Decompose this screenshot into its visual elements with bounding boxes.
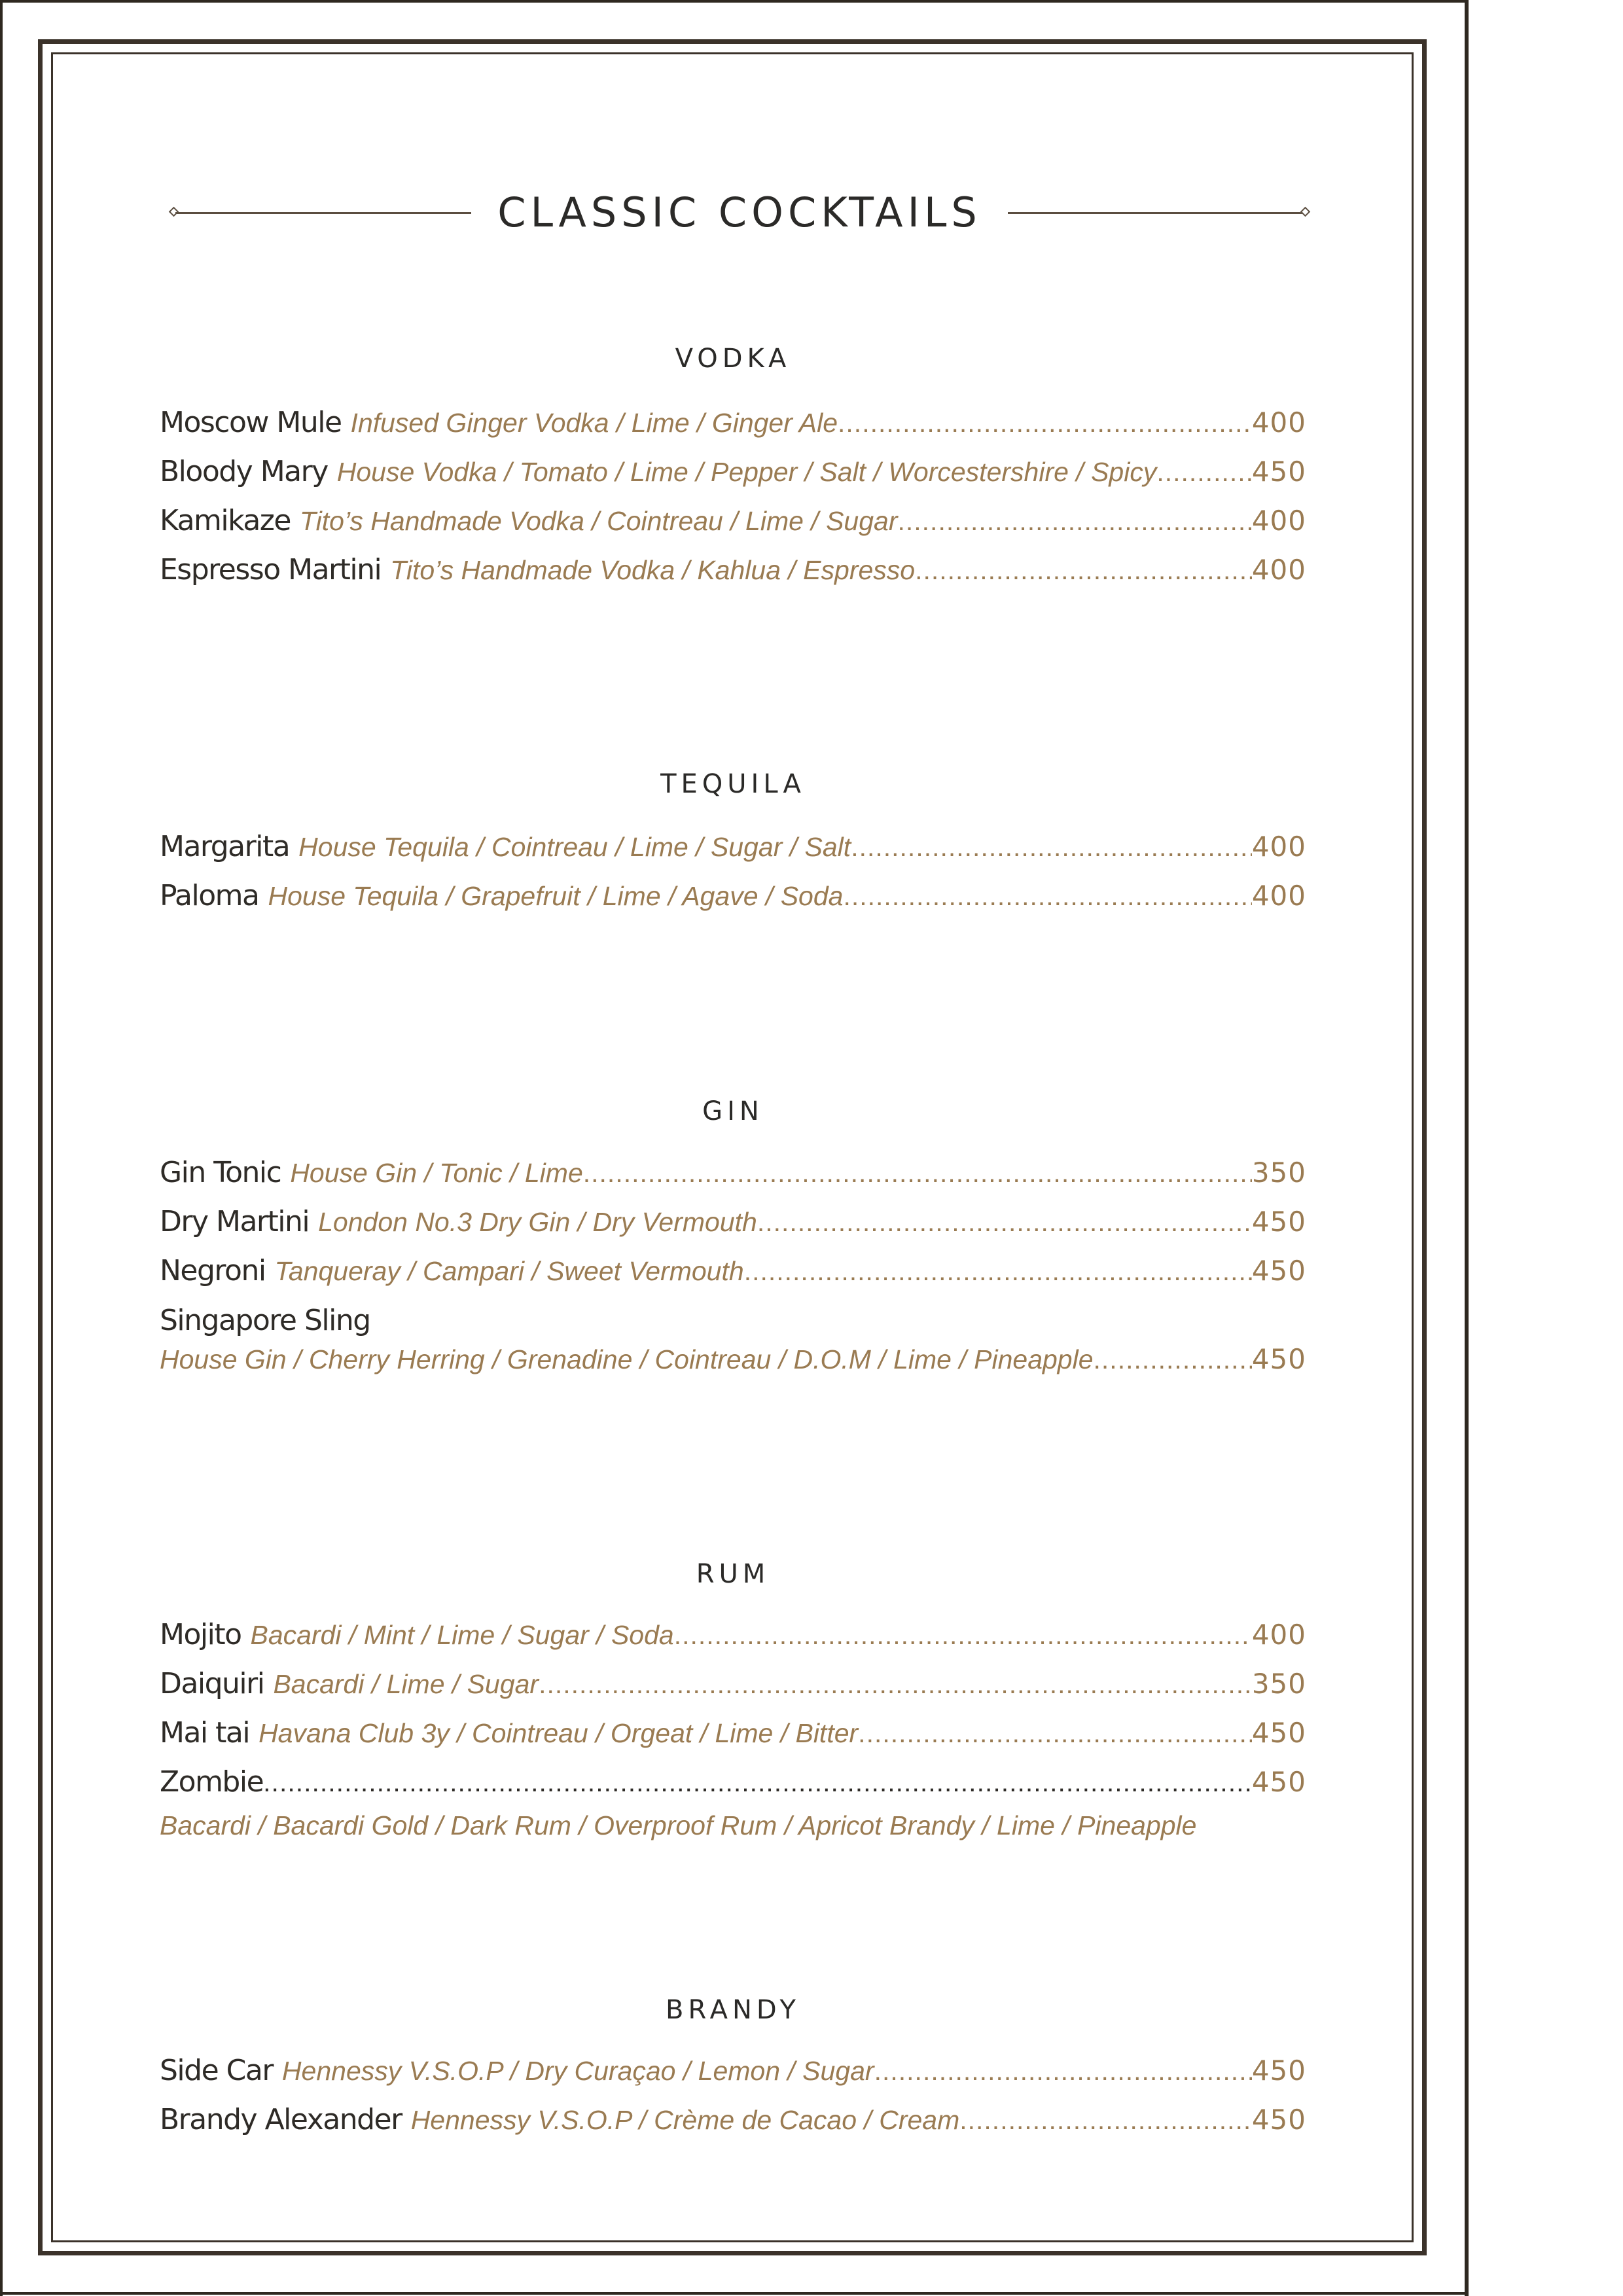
section-heading-vodka: VODKA (675, 344, 791, 374)
item-description: House Tequila / Cointreau / Lime / Sugar / Salt (298, 832, 851, 862)
item-name: Brandy Alexander (160, 2103, 402, 2136)
menu-item-mojito (160, 1618, 1306, 1666)
page-edge-left (0, 0, 3, 2296)
title-rule-left (175, 212, 471, 214)
dot-leader (263, 1767, 1252, 1798)
item-price: 400 (1251, 1619, 1306, 1651)
section-heading-tequila: TEQUILA (660, 769, 806, 799)
dot-leader (674, 1620, 1252, 1651)
item-description: House Gin / Cherry Herring / Grenadine / Cointreau / D.O.M / Lime / Pineapple (160, 1344, 1094, 1374)
menu-item-mai-tai (160, 1716, 1306, 1765)
item-name: Margarita (160, 830, 290, 863)
dot-leader (757, 1207, 1252, 1238)
diamond-ornament-icon (1300, 207, 1311, 217)
page-edge-right (1465, 0, 1469, 2296)
item-description: House Tequila / Grapefruit / Lime / Agave / Soda (268, 881, 844, 911)
item-description: Tito’s Handmade Vodka / Kahlua / Espresso (390, 555, 916, 585)
item-description: Infused Ginger Vodka / Lime / Ginger Ale (350, 408, 838, 438)
menu-item-kamikaze (160, 504, 1306, 552)
dot-leader (959, 2105, 1252, 2136)
item-name: Gin Tonic (160, 1156, 281, 1189)
item-name: Bloody Mary (160, 455, 328, 488)
item-name: Zombie (160, 1765, 264, 1799)
page-edge-top (0, 0, 1469, 3)
item-name: Dry Martini (160, 1205, 310, 1238)
menu-item-brandy-alexander (160, 2103, 1306, 2151)
dot-leader (583, 1158, 1252, 1189)
item-price: 400 (1251, 505, 1306, 537)
item-name: Kamikaze (160, 504, 291, 537)
item-price: 450 (1251, 456, 1306, 488)
item-price: 400 (1251, 880, 1306, 912)
menu-item-moscow-mule (160, 406, 1306, 454)
dot-leader (1094, 1344, 1252, 1375)
item-name: Daiquiri (160, 1667, 264, 1700)
menu-item-daiquiri (160, 1667, 1306, 1715)
item-description: London No.3 Dry Gin / Dry Vermouth (318, 1207, 757, 1237)
item-price: 450 (1251, 1206, 1306, 1238)
item-price: 400 (1251, 406, 1306, 439)
dot-leader (897, 506, 1251, 537)
menu-item-margarita (160, 830, 1306, 878)
item-name: Moscow Mule (160, 406, 342, 439)
item-description: Hennessy V.S.O.P / Dry Curaçao / Lemon / Sugar (281, 2056, 874, 2086)
menu-item-singapore-sling-details (160, 1343, 1306, 1391)
item-description: Bacardi / Mint / Lime / Sugar / Soda (250, 1620, 674, 1650)
item-price: 450 (1251, 2054, 1306, 2087)
item-price: 450 (1251, 1717, 1306, 1749)
item-description: Hennessy V.S.O.P / Crème de Cacao / Cream (410, 2105, 960, 2135)
item-description: House Vodka / Tomato / Lime / Pepper / Salt / Worcestershire / Spicy (336, 457, 1157, 487)
item-price: 400 (1251, 554, 1306, 586)
item-price: 400 (1251, 831, 1306, 863)
menu-frame-inner (51, 52, 1414, 2242)
menu-item-gin-tonic (160, 1156, 1306, 1204)
menu-item-side-car (160, 2054, 1306, 2102)
item-description: House Gin / Tonic / Lime (290, 1158, 583, 1188)
dot-leader (843, 881, 1251, 912)
item-price: 450 (1251, 2104, 1306, 2136)
item-description: Tito’s Handmade Vodka / Cointreau / Lime / Sugar (299, 506, 898, 536)
item-name: Negroni (160, 1254, 266, 1287)
menu-item-bloody-mary (160, 455, 1306, 503)
item-description: Tanqueray / Campari / Sweet Vermouth (274, 1256, 744, 1286)
section-heading-brandy: BRANDY (666, 1995, 800, 2025)
page-title: CLASSIC COCKTAILS (497, 188, 982, 236)
dot-leader (858, 1718, 1252, 1749)
item-description: Bacardi / Lime / Sugar (273, 1669, 539, 1699)
dot-leader (539, 1669, 1252, 1700)
item-name: Paloma (160, 879, 259, 912)
item-name: Singapore Sling (160, 1304, 370, 1337)
item-name: Espresso Martini (160, 553, 382, 586)
menu-item-dry-martini (160, 1205, 1306, 1253)
item-description: Havana Club 3y / Cointreau / Orgeat / Lime / Bitter (259, 1718, 859, 1748)
dot-leader (874, 2056, 1252, 2087)
item-description: Bacardi / Bacardi Gold / Dark Rum / Overproof Rum / Apricot Brandy / Lime / Pineapple (160, 1810, 1197, 1840)
section-heading-gin: GIN (702, 1096, 764, 1126)
item-price: 450 (1251, 1343, 1306, 1375)
page-edge-bottom (0, 2292, 1469, 2295)
item-name: Mojito (160, 1618, 241, 1651)
menu-item-espresso-martini (160, 553, 1306, 601)
menu-title-block (170, 183, 1309, 242)
item-price: 450 (1251, 1766, 1306, 1798)
item-price: 350 (1251, 1668, 1306, 1700)
dot-leader (744, 1256, 1252, 1287)
title-rule-right (1008, 212, 1304, 214)
dot-leader (1156, 457, 1252, 488)
item-name: Side Car (160, 2054, 273, 2087)
item-price: 350 (1251, 1157, 1306, 1189)
menu-item-singapore-sling (160, 1304, 1306, 1343)
menu-item-paloma (160, 879, 1306, 927)
menu-item-zombie (160, 1765, 1306, 1814)
item-price: 450 (1251, 1255, 1306, 1287)
item-name: Mai tai (160, 1716, 250, 1749)
dot-leader (915, 555, 1252, 586)
menu-item-negroni (160, 1254, 1306, 1302)
dot-leader (851, 832, 1252, 863)
section-heading-rum: RUM (696, 1559, 770, 1589)
dot-leader (838, 408, 1252, 439)
